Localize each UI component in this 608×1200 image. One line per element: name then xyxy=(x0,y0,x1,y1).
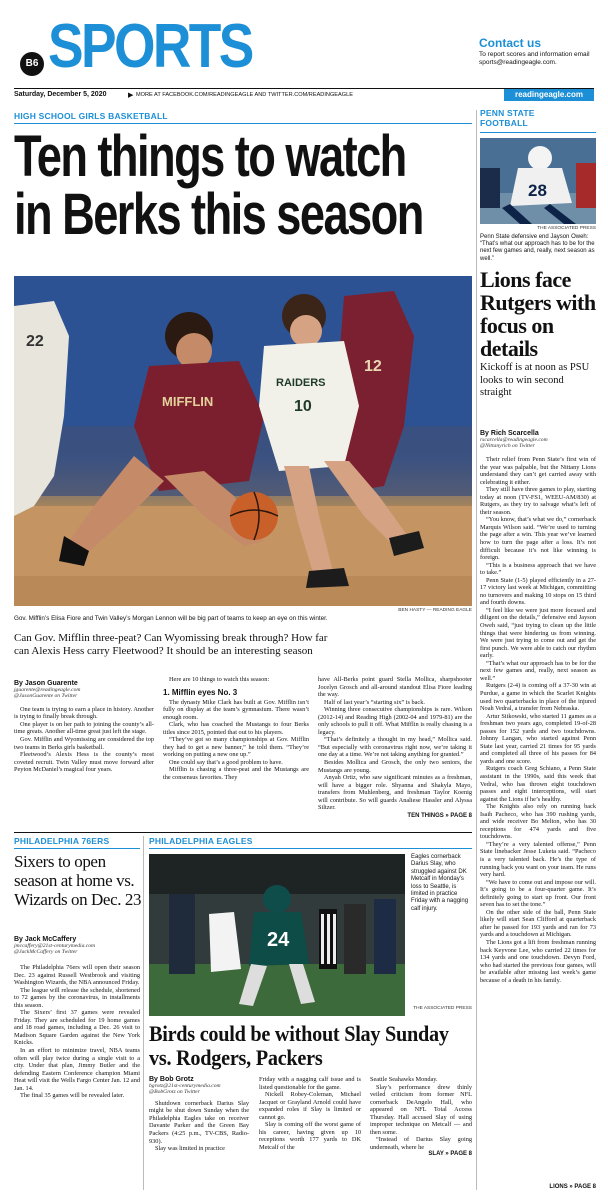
kicker-rule xyxy=(480,132,596,133)
paragraph: Here are 10 things to watch this season: xyxy=(169,676,270,683)
masthead xyxy=(12,10,598,92)
sixers-byline xyxy=(14,936,140,956)
paragraph: They still have three games to play, starting today at noon (TV-FS1, WEEU-AM/830) at Rutgers, as they try to salvage what’s left of their season. xyxy=(480,486,596,516)
lead-photo-number-back: 12 xyxy=(364,358,382,375)
penn-state-photo-art xyxy=(480,138,596,224)
eagles-jump-link[interactable]: SLAY » PAGE 8 xyxy=(428,1151,472,1158)
paragraph: Winning three consecutive championships is rare. Wilson (2012-14) and Reading High (2002-04 and 1979-81) are the only schools to pull it off. What Mifflin is really chasing is a legacy. xyxy=(318,706,472,736)
sixers-byline-email: jmccaffery@21st-centurymedia.com xyxy=(14,943,96,949)
paragraph: Rutgers (2-4) is coming off a 37-30 win at Purdue, a game in which the Scarlet Knights used two quarterbacks in place of the injured Noah Vedral, a transfer from Nebraska. xyxy=(480,682,596,713)
lead-photo-caption: Gov. Mifflin’s Elisa Fiore and Twin Valley’s Morgan Lennon will be big part of teams to keep an eye on this winter. xyxy=(14,615,328,622)
paragraph: Half of last year’s “starting six” is back. xyxy=(324,698,425,706)
paragraph: Artur Sitkowski, who started 11 games as a freshman two years ago, completed 19-of-28 passes for 152 yards and two touchdowns. Johnny Langan, who started against Penn State last year, carried 21 times for 95 yards and completed all three of his passes for 84 yards and one score. xyxy=(480,712,596,765)
sixers-byline-name: By Jack McCaffery xyxy=(14,936,77,943)
eagles-photo xyxy=(149,854,405,1016)
lead-photo-number-left: 22 xyxy=(26,333,44,350)
lead-byline-name: By Jason Guarente xyxy=(14,680,78,687)
paragraph: In an effort to minimize travel, NBA teams often will play twice during a single visit to a city. Under that plan, Jimmy Butler and the defending Eastern Conference champion Miami Heat will visit the Wells Fargo Center Jan. 12 and Jan. 14. xyxy=(14,1047,140,1092)
penn-state-photo xyxy=(480,138,596,224)
paragraph: “Instead of Darius Slay going underneath, where he xyxy=(370,1136,472,1151)
eagles-col-2 xyxy=(259,1076,361,1151)
lead-jump-link[interactable]: TEN THINGS » PAGE 8 xyxy=(407,812,472,819)
paragraph: “They’re a very talented offense,” Penn State linebacker Jesse Luketa said. “Pacheco is a very talented back. He’s the type of running back you want on your team. He runs very hard. xyxy=(480,840,596,879)
paragraph: Fleetwood’s Alexis Hess is the county’s most coveted recruit. Twin Valley must move forward after Peyton McDaniel’s magical four years. xyxy=(14,751,154,774)
lead-subhead: 1. Mifflin eyes No. 3 xyxy=(163,687,238,697)
paragraph: One player is on her path to joining the county’s all-time greats. Another all-time great just left the stage. xyxy=(14,720,154,736)
page-badge xyxy=(20,52,44,76)
kicker-rule xyxy=(149,848,472,849)
penn-state-story xyxy=(480,108,596,1194)
lead-col-1 xyxy=(14,680,154,774)
paragraph: The dynasty Mike Clark has built at Gov. Mifflin isn’t fully on display at the team’s gymnasium. There wasn’t enough room. xyxy=(163,698,309,721)
paragraph: Mifflin is chasing a three-peat and the Mustangs are the consensus favorites. They xyxy=(163,766,309,782)
paragraph: The final 35 games will be revealed later. xyxy=(20,1092,125,1100)
paragraph: Clark, who has coached the Mustangs to four Berks titles since 2015, pointed that out to his players. xyxy=(163,721,309,736)
lead-photo-jersey-right: RAIDERS xyxy=(276,377,326,389)
site-badge[interactable]: readingeagle.com xyxy=(504,89,594,101)
sixers-headline: Sixers to open season at home vs. Wizards on Dec. 23 xyxy=(14,852,142,909)
eagles-col-1 xyxy=(149,1076,249,1153)
paragraph: The Knights also rely on running back Isaih Pacheco, who has 390 rushing yards, and wide receiver Bo Melton, who has 30 receptions for 474 yards and five touchdowns. xyxy=(480,803,596,841)
penn-state-body xyxy=(480,456,596,984)
column-divider xyxy=(476,110,477,1190)
paragraph: Slay’s performance drew thinly veiled criticism from former NFL cornerback DeAngelo Hall, who appeared on NFL Total Access Thursday. Hall accused Slay of using improper technique on Metcalf — and then some. xyxy=(370,1083,472,1136)
sixers-body xyxy=(14,964,140,1100)
lead-photo-number-right: 10 xyxy=(294,398,312,415)
sixers-story xyxy=(14,836,140,1192)
paragraph: Friday with a nagging calf issue and is listed questionable for the game. xyxy=(259,1076,361,1091)
paragraph: Nickell Robey-Coleman, Michael Jacquet or Grayland Arnold could have expanded roles if Slay is limited or cannot go. xyxy=(259,1091,361,1121)
penn-state-byline xyxy=(480,430,596,450)
paragraph: Seattle Seahawks Monday. xyxy=(370,1076,438,1083)
penn-state-photo-caption: Penn State defensive end Jayson Oweh: “That’s what our approach has to be for the next few games and, really, next season as well.” xyxy=(480,234,595,262)
paragraph: The Lions got a lift from freshman running back Keyvone Lee, who carried 22 times for 134 yards and one touchdown. Devyn Ford, who had started the previous four games, will be available after missing last week’s game because of a death in his family. xyxy=(480,939,596,984)
dateline: Saturday, December 5, 2020 xyxy=(14,91,107,98)
paragraph: “I feel like we were just more focused and diligent on the details,” defensive end Jayson Oweh said, “just trying to clean up the little things that were hindering us from winning. We were just trying to come out and get the first punch. We were able to catch our rhythm early. xyxy=(480,606,596,660)
lead-col-3-body xyxy=(318,676,472,812)
penn-state-kicker: PENN STATE FOOTBALL xyxy=(480,108,535,128)
more-at-link[interactable]: MORE AT FACEBOOK.COM/READINGEAGLE AND TWITTER.COM/READINGEAGLE xyxy=(136,91,353,98)
lead-byline-twitter: @JasonGuarente on Twitter xyxy=(14,693,78,700)
kicker-rule xyxy=(14,848,140,849)
lead-byline-email: jguarente@readingeagle.com xyxy=(14,687,81,693)
lead-photo-jersey-left: MIFFLIN xyxy=(162,394,214,409)
paragraph: One could say that’s a good problem to have. xyxy=(169,758,283,766)
penn-state-jump-link[interactable]: LIONS » PAGE 8 xyxy=(549,1184,596,1190)
lead-photo-art xyxy=(14,276,472,606)
paragraph: have All-Berks point guard Stella Mollica, sharpshooter Jocelyn Grosch and all-around standout Elisa Fiore leading the way. xyxy=(318,676,472,699)
penn-state-byline-email: rscarcella@readingeagle.com xyxy=(480,437,548,443)
lead-col-1-body xyxy=(14,706,154,774)
paragraph: Their relief from Penn State’s first win of the year was palpable, but the Nittany Lions understand they can’t get carried away with celebrating it either. xyxy=(480,456,596,486)
lead-photo-credit: BEN HASTY — READING EAGLE xyxy=(398,608,472,613)
paragraph: “You know, that’s what we do,” cornerback Marquis Wilson said. “We’re used to turning the page after a win. This year we’ve learned how to turn the page after a loss. It’s not difficult because it’s not like winning is foreign. xyxy=(480,516,596,562)
section-title: SPORTS xyxy=(48,12,252,81)
eagles-story xyxy=(149,836,472,1192)
paragraph: The league will release the schedule, shortened to 72 games by the coronavirus, in installments this season. xyxy=(14,986,140,1009)
paragraph: “They’ve got so many championships at Gov. Mifflin they had to get a new banner,” he told them. “They’re working on putting a new one up.” xyxy=(163,736,309,759)
paragraph: One team is trying to earn a place in history. Another is trying to finally break through. xyxy=(14,705,154,721)
eagles-byline-twitter: @BobGrotz on Twitter xyxy=(149,1089,200,1096)
contact-block xyxy=(479,36,601,67)
eagles-col-1-body xyxy=(149,1100,249,1153)
eagles-jersey-number: 24 xyxy=(267,929,290,951)
page-badge-label: B6 xyxy=(25,58,39,69)
info-icon: ▶ xyxy=(128,92,134,99)
penn-state-headline: Lions face Rutgers with focus on details xyxy=(480,267,596,361)
eagles-col-3 xyxy=(370,1076,472,1159)
paragraph: Besides Mollica and Grosch, the only two seniors, the Mustangs are young. xyxy=(318,759,472,774)
penn-state-byline-twitter: @Nittanyrich on Twitter xyxy=(480,443,535,450)
paragraph: Rutgers coach Greg Schiano, a Penn State assistant in the 1990s, said this week that Vedral, who has thrown eight touchdown passes and eight interceptions, will start against the Lions if he’s healthy. xyxy=(480,765,596,803)
dateline-bar xyxy=(14,88,594,102)
paragraph: Anyah Ortiz, who saw significant minutes as a freshman, will have a bigger role. Shyanna and Shakyla Mayo, transfers from Muhlenberg, and freshman Taylor Koenig will contribute. So will guards Analiese Hassler and Alyssa Siltzer. xyxy=(318,774,472,812)
lead-kicker: HIGH SCHOOL GIRLS BASKETBALL xyxy=(14,111,168,121)
penn-state-photo-number: 28 xyxy=(528,181,547,200)
paragraph: “This is a business approach that we have to take.” xyxy=(480,561,596,577)
lead-deck: Can Gov. Mifflin three-peat? Can Wyomissing break through? How far can Alexis Hess carry Fleetwood? It should be an interesting season xyxy=(14,632,328,657)
paragraph: Shutdown cornerback Darius Slay might be shut down Sunday when the Philadelphia Eagles take on receiver Davante Parker and the Green Bay Packers (4:25 p.m., TV-CBS, Radio-930). xyxy=(149,1099,249,1145)
lead-col-2-body xyxy=(163,676,309,782)
penn-state-byline-name: By Rich Scarcella xyxy=(480,430,539,437)
paragraph: “That’s what our approach has to be for the next few games and, really, next season as well.” xyxy=(480,659,596,682)
lead-headline: Ten things to watch in Berks this season xyxy=(14,124,423,247)
sixers-kicker: PHILADELPHIA 76ERS xyxy=(14,836,110,846)
paragraph: Slay was limited in practice xyxy=(155,1145,225,1153)
eagles-photo-caption: Eagles cornerback Darius Slay, who struggled against DK Metcalf in Monday’s loss to Seattle, is limited in practice Friday with a nagging calf injury. xyxy=(411,854,469,912)
eagles-photo-credit: THE ASSOCIATED PRESS xyxy=(413,1006,472,1011)
contact-text: To report scores and information email sports@readingeagle.com. xyxy=(479,51,590,66)
paragraph: Penn State (1-5) played efficiently in a 27-17 victory last week at Michigan, committing no turnovers and making 10 stops on 15 third and fourth downs. xyxy=(480,576,596,607)
paragraph: Gov. Mifflin and Wyomissing are considered the top two teams in Berks girls basketball. xyxy=(14,736,154,751)
lead-col-3 xyxy=(318,676,472,819)
paragraph: The Sixers’ first 37 games were revealed Friday. They are scheduled for 19 home games and 18 road games, including a Dec. 26 visit to Madison Square Garden against the New York Knicks. xyxy=(14,1009,140,1047)
eagles-photo-art xyxy=(149,854,405,1016)
section-divider xyxy=(14,832,472,833)
contact-title: Contact us xyxy=(479,36,542,50)
lead-photo xyxy=(14,276,472,606)
lead-story xyxy=(14,108,472,830)
eagles-headline: Birds could be without Slay Sunday vs. Rodgers, Packers xyxy=(149,1021,449,1070)
lead-col-2 xyxy=(163,676,309,782)
paragraph: On the other side of the ball, Penn State likely will start Sean Clifford at quarterback after he passed for 193 yards and ran for 73 yards and a touchdown at Michigan. xyxy=(480,908,596,939)
penn-state-photo-credit: THE ASSOCIATED PRESS xyxy=(537,226,596,231)
penn-state-subhead: Kickoff is at noon as PSU looks to win second straight xyxy=(480,362,590,398)
sixers-byline-twitter: @JackMcCaffery on Twitter xyxy=(14,949,78,956)
paragraph: Slay is coming off the worst game of his career, having given up 10 receptions worth 177 yards to DK Metcalf of the xyxy=(259,1121,361,1151)
paragraph: “We have to come out and impose our will. It’s going to be a four-quarter game. It’s definitely going to start up front. Our front seven has to set the tone.” xyxy=(480,878,596,909)
paragraph: “That’s definitely a thought in my head,” Mollica said. “But especially with coronavirus right now, we’re taking it one day at a time. We’re not taking anything for granted.” xyxy=(318,736,472,759)
column-divider xyxy=(143,836,144,1190)
eagles-kicker: PHILADELPHIA EAGLES xyxy=(149,836,253,846)
eagles-byline-name: By Bob Grotz xyxy=(149,1076,194,1083)
paragraph: The Philadelphia 76ers will open their season Dec. 23 against Russell Westbrook and visiting Washington Wizards, the NBA announced Friday. xyxy=(14,964,140,987)
eagles-byline-email: bgrotz@21st-centurymedia.com xyxy=(149,1083,221,1089)
